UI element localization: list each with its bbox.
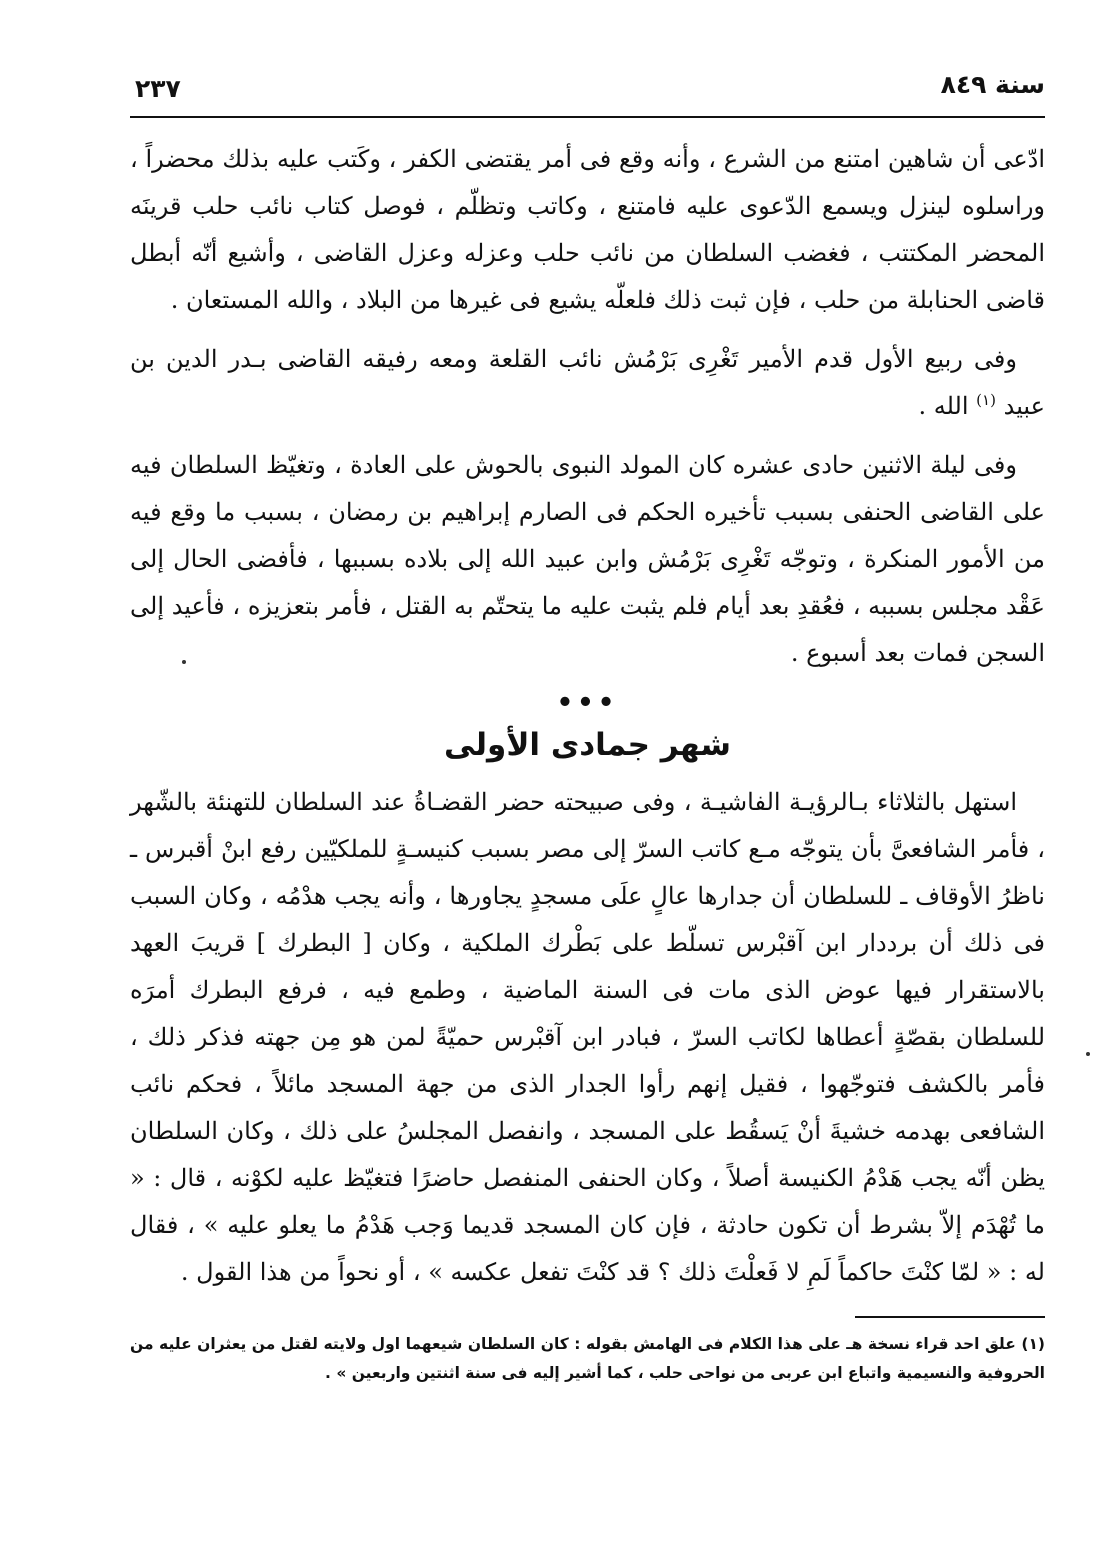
paper-speck <box>1086 1052 1090 1056</box>
paragraph-text: وفى ربيع الأول قدم الأمير تَغْرِى بَرْمُش نائب القلعة ومعه رفيقه القاضى بـدر الدين بن عبيد <box>130 345 1045 420</box>
paragraph-mawlid: وفى ليلة الاثنين حادى عشره كان المولد النبوى بالحوش على العادة ، وتغيّظ السلطان فيه على القاضى الحنفى بسبب تأخيره الحكم فى الصارم إبراهيم بن رمضان ، بسبب ما وقع فيه من الأمور المنكرة ، وتوجّه تَغْرِى بَرْمُش وابن عبيد الله إلى بلاده بسببها ، فأفضى الحال إلى عَقْد مجلس بسببه ، فعُقدِ بعد أيام فلم يثبت عليه ما يتحتّم به القتل ، فأمر بتعزيزه ، فأعيد إلى السجن فمات بعد أسبوع . <box>130 451 1045 667</box>
paragraph-jumada: استهل بالثلاثاء بـالرؤيـة الفاشيـة ، وفى صبيحته حضر القضـاةُ عند السلطان للتهنئة بالشّهر ، فأمر الشافعىَّ بأن يتوجّه مـع كاتب السرّ إلى مصر بسبب كنيسـةٍ للملكيّين رفع ابنْ أقبرس ـ ناظرُ الأوقاف ـ للسلطان أن جدارها عالٍ علَى مسجدٍ يجاورها ، وأنه يجب هدْمُه ، وكان السبب فى ذلك أن برددار ابن آقبْرس تسلّط على بَطْرك الملكية ، وكان [ البطرك ] قريبَ العهد بالاستقرار فيها عوض الذى مات فى السنة الماضية ، وطمع فيه ، فرفع البطرك أمرَه للسلطان بقصّةٍ أعطاها لكاتب السرّ ، فبادر ابن آقبْرس حميّةً لمن هو مِن جهته فذكر ذلك ، فأمر بالكشف فتوجّهوا ، فقيل إنهم رأوا الجدار الذى من جهة المسجد مائلاً ، فحكم نائب الشافعى بهدمه خشيةَ أنْ يَسقُط على المسجد ، وانفصل المجلسُ على ذلك ، وكان السلطان يظن أنّه يجب هَدْمُ الكنيسة أصلاً ، وكان الحنفى المنفصل حاضرًا فتغيّظ عليه لكوْنه ، قال : « ما تُهْدَم إلاّ بشرط أن تكون حادثة ، فإن كان المسجد قديما وَجب هَدْمُ ما يعلو عليه » ، فقال له : « لمّا كنْتَ حاكماً لَمِ لا فَعلْتَ ذلك ؟ قد كنْتَ تفعل عكسه » ، أو نحواً من هذا القول . <box>130 788 1046 1286</box>
paragraph-text: الله . <box>918 392 969 420</box>
section-separator: ••• <box>556 688 619 718</box>
footnote-rule <box>855 1316 1045 1318</box>
header-rule <box>130 116 1045 118</box>
running-header <box>130 60 1045 104</box>
section-title: شهر جمادى الأولى <box>444 727 731 763</box>
book-page <box>130 60 1045 1388</box>
paragraph-shahin: ادّعى أن شاهين امتنع من الشرع ، وأنه وقع فى أمر يقتضى الكفر ، وكَتب عليه بذلك محضراً ، وراسلوه لينزل ويسمع الدّعوى عليه فامتنع ، وكاتب وتظلّم ، فوصل كتاب نائب حلب قرينَه المحضر المكتتب ، فغضب السلطان من نائب حلب وعزله وعزل القاضى ، وأشيع أنّه أبطل قاضى الحنابلة من حلب ، فإن ثبت ذلك فلعلّه يشيع فى غيرها من البلاد ، والله المستعان . <box>130 145 1045 314</box>
header-year: سنة ٨٤٩ <box>940 70 1045 99</box>
page-number: ٢٣٧ <box>135 74 181 103</box>
footnote-marker: (١) <box>976 391 996 409</box>
footnote: (١) علق احد قراء نسخة هـ على هذا الكلام فى الهامش بقوله : كان السلطان شيعهما اول ولايته لقتل من يعثران عليه من الحروفية والنسيمية واتباع ابن عربى من نواحى حلب ، كما أشير إليه فى سنة اثنتين واربعين » . <box>130 1335 1045 1382</box>
paragraph-rabi-al-awwal <box>130 336 1045 430</box>
